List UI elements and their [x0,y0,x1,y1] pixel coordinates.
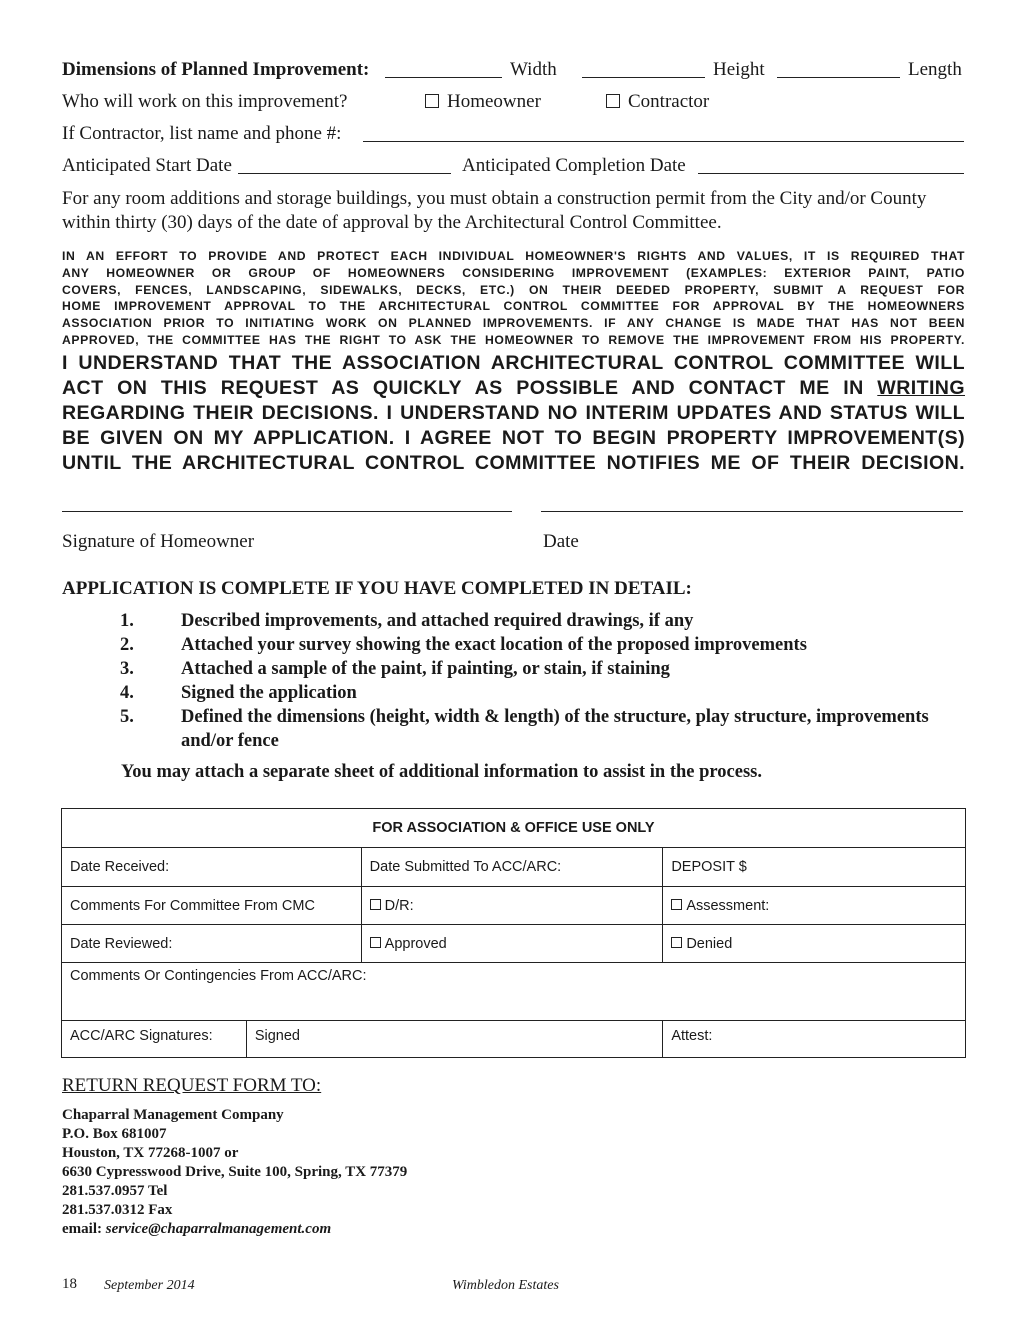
return-heading: RETURN REQUEST FORM TO: [62,1075,322,1096]
date-submitted-label: Date Submitted To ACC/ARC: [369,859,562,875]
understand-line: BE GIVEN ON MY APPLICATION. I AGREE NOT TO BEGIN PROPERTY IMPROVEMENT(S) [62,427,965,449]
deposit-cell[interactable] [663,848,966,887]
notice-block [62,248,965,349]
denied-cell[interactable] [663,925,966,963]
list-item [120,705,970,753]
assessment-cell[interactable] [663,887,966,925]
list-item-text: Defined the dimensions (height, width & length) of the structure, play structure, improvements and/or fence [181,707,929,751]
notice-line: HOME IMPROVEMENT APPROVAL TO THE ARCHITECTURAL CONTROL COMMITTEE FOR APPROVAL BY THE HOMEOWNERS [62,299,965,314]
start-date-label: Anticipated Start Date [62,155,232,176]
denied-checkbox[interactable] [671,937,682,948]
list-item-text: Attached your survey showing the exact location of the proposed improvements [181,635,807,655]
dr-checkbox[interactable] [370,899,381,910]
contractor-info-label: If Contractor, list name and phone #: [62,123,342,144]
tel-line: 281.537.0957 Tel [62,1183,168,1199]
signature-homeowner-label: Signature of Homeowner [62,531,255,552]
list-item [120,681,970,705]
understand-line: UNTIL THE ARCHITECTURAL CONTROL COMMITTEE NOTIFIES ME OF THEIR DECISION. [62,452,965,474]
office-title: FOR ASSOCIATION & OFFICE USE ONLY [62,809,966,848]
signature-date-field[interactable] [541,511,963,512]
list-item [120,609,970,633]
contractor-checkbox[interactable] [606,94,620,108]
understand-line [62,376,965,401]
comments-acc-label: Comments Or Contingencies From ACC/ARC: [70,968,367,984]
list-item [120,633,970,657]
complete-heading: APPLICATION IS COMPLETE IF YOU HAVE COMPLETED IN DETAIL: [62,578,692,599]
contractor-info-field[interactable] [363,141,964,142]
assessment-label: Assessment: [686,897,770,914]
understand-line-text: ACT ON THIS REQUEST AS QUICKLY AS POSSIBLE AND CONTACT ME IN [62,377,864,399]
po-box: P.O. Box 681007 [62,1126,167,1142]
worker-question: Who will work on this improvement? [62,91,348,112]
notice-line: APPROVED, THE COMMITTEE HAS THE RIGHT TO ASK THE HOMEOWNER TO REMOVE THE IMPROVEMENT FROM HIS PROPERTY. [62,332,965,347]
notice-line: ASSOCIATION PRIOR TO INITIATING WORK ON PLANNED IMPROVEMENTS. IF ANY CHANGE IS MADE THAT HAS NOT BEEN [62,316,965,331]
contractor-option[interactable] [606,91,709,113]
deposit-label: DEPOSIT $ [671,859,747,875]
contractor-label: Contractor [628,91,710,112]
list-item [120,657,970,681]
notice-line: ANY HOMEOWNER OR GROUP OF HOMEOWNERS CONSIDERING IMPROVEMENT (EXAMPLES: EXTERIOR PAINT, PATIO [62,265,965,280]
city-line: Houston, TX 77268-1007 or [62,1145,239,1161]
understand-line: I UNDERSTAND THAT THE ASSOCIATION ARCHITECTURAL CONTROL COMMITTEE WILL [62,352,965,374]
list-item-number: 2. [120,635,134,655]
approved-checkbox[interactable] [370,937,381,948]
list-item-text: Attached a sample of the paint, if painting, or stain, if staining [181,659,670,679]
attest-cell[interactable] [663,1021,966,1058]
footer-community: Wimbledon Estates [452,1278,559,1293]
dr-cell[interactable] [361,887,663,925]
height-field[interactable] [582,77,705,78]
dimensions-label: Dimensions of Planned Improvement: [62,59,370,80]
list-item-number: 1. [120,611,134,631]
date-reviewed-cell[interactable] [62,925,362,963]
approved-cell[interactable] [361,925,663,963]
page-number: 18 [62,1276,77,1292]
permit-paragraph: For any room additions and storage buildings, you must obtain a construction permit from the City and/or County within thirty (30) days of the date of approval by the Architectural Control Committee. [62,188,927,233]
list-item-number: 4. [120,683,134,703]
homeowner-option[interactable] [425,91,541,113]
comments-acc-cell[interactable] [62,963,966,1021]
email-line [62,1220,407,1239]
date-received-cell[interactable] [62,848,362,887]
office-use-table [61,808,966,1058]
attach-note: You may attach a separate sheet of additional information to assist in the process. [121,762,762,782]
signed-label: Signed [254,1028,300,1044]
list-item-number: 3. [120,659,134,679]
comments-cmc-cell[interactable] [62,887,362,925]
notice-line: IN AN EFFORT TO PROVIDE AND PROTECT EACH INDIVIDUAL HOMEOWNER'S RIGHTS AND VALUES, IT IS REQUIRED THAT [62,249,965,263]
email-label: email: [62,1221,102,1237]
street-line: 6630 Cypresswood Drive, Suite 100, Spring, TX 77379 [62,1164,408,1180]
homeowner-checkbox[interactable] [425,94,439,108]
fax-line: 281.537.0312 Fax [62,1202,173,1218]
comments-cmc-label: Comments For Committee From CMC [70,897,315,914]
complete-checklist [120,609,970,753]
signatures-label: ACC/ARC Signatures: [70,1028,213,1044]
attest-label: Attest: [671,1028,713,1044]
denied-label: Denied [686,935,733,952]
signed-cell[interactable] [246,1021,662,1058]
date-reviewed-label: Date Reviewed: [70,935,173,952]
completion-date-label: Anticipated Completion Date [462,155,686,176]
company-name: Chaparral Management Company [62,1107,284,1123]
writing-underlined: WRITING [877,377,965,399]
list-item-number: 5. [120,707,134,727]
height-label: Height [713,59,765,80]
approved-label: Approved [384,935,447,952]
assessment-checkbox[interactable] [671,899,682,910]
start-date-field[interactable] [238,173,451,174]
width-field[interactable] [385,77,502,78]
return-address [62,1106,407,1239]
signature-date-label: Date [543,531,579,552]
homeowner-signature-field[interactable] [62,511,512,512]
notice-line: COVERS, FENCES, LANDSCAPING, SIDEWALKS, DECKS, ETC.) ON THEIR DEEDED PROPERTY, SUBMIT A REQUEST FOR [62,282,965,297]
completion-date-field[interactable] [698,173,964,174]
list-item-text: Described improvements, and attached required drawings, if any [181,611,694,631]
homeowner-label: Homeowner [447,91,541,112]
signatures-label-cell [62,1021,247,1058]
list-item-text: Signed the application [181,683,357,703]
date-submitted-cell[interactable] [361,848,663,887]
footer-date: September 2014 [104,1278,195,1293]
email-link[interactable]: service@chaparralmanagement.com [105,1221,332,1237]
understand-line: REGARDING THEIR DECISIONS. I UNDERSTAND NO INTERIM UPDATES AND STATUS WILL [62,402,965,424]
length-label: Length [908,59,962,80]
width-label: Width [510,59,557,80]
date-received-label: Date Received: [70,859,170,875]
dr-label: D/R: [384,897,414,914]
understand-block [62,351,965,476]
length-field[interactable] [777,77,900,78]
